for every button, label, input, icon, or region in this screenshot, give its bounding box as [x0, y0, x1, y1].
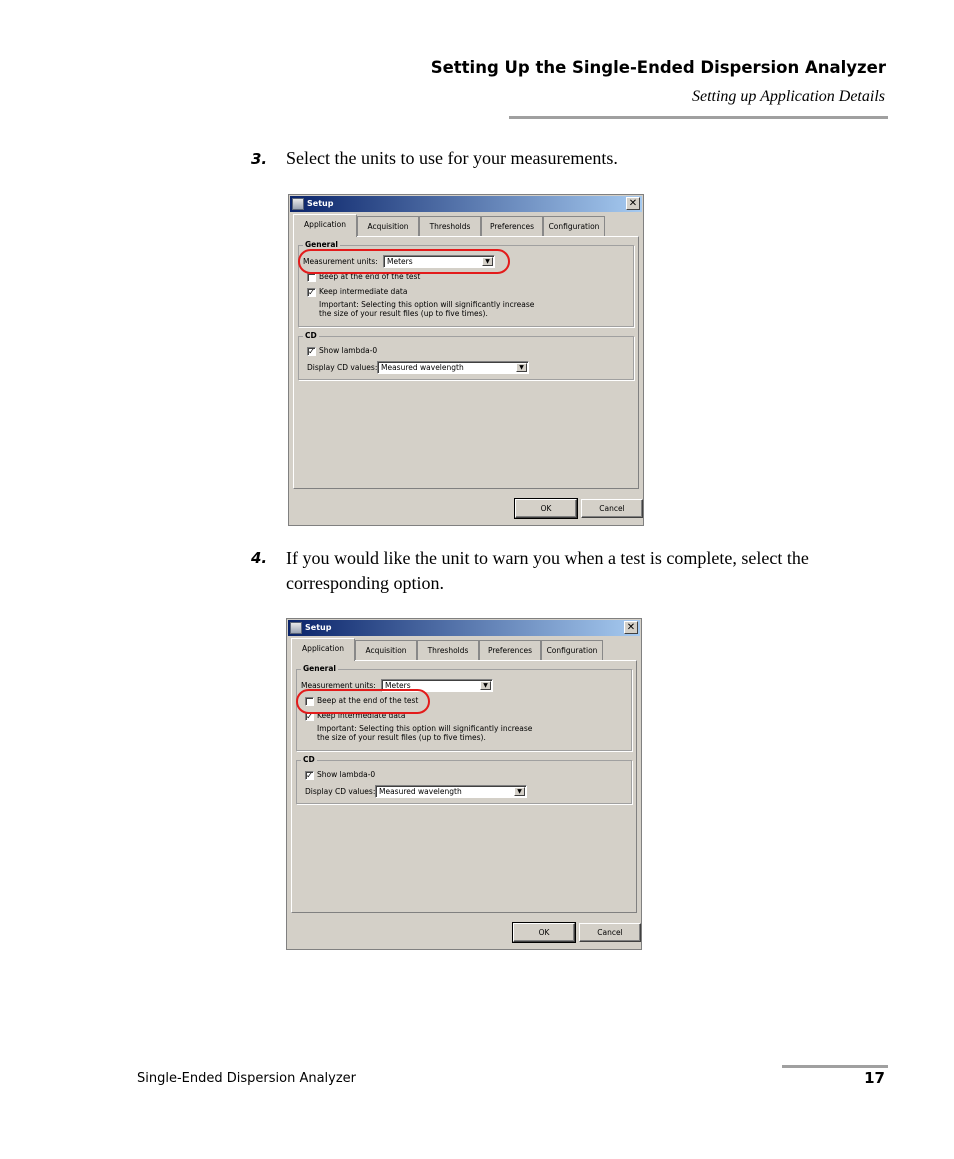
chevron-down-icon[interactable]: ▼: [516, 363, 527, 372]
cancel-button[interactable]: Cancel: [579, 923, 641, 942]
display-cd-select[interactable]: [377, 361, 529, 374]
tab-configuration[interactable]: Configuration: [543, 216, 605, 236]
important-note-line-1: Important: Selecting this option will significantly increase: [317, 724, 533, 733]
cd-group-label: CD: [305, 331, 317, 340]
cd-group-label: CD: [303, 755, 315, 764]
chevron-down-icon[interactable]: ▼: [482, 257, 493, 266]
step-3-number: 3.: [251, 150, 268, 168]
tab-application[interactable]: Application: [293, 214, 357, 237]
setup-dialog-screenshot-1: [288, 194, 644, 526]
app-icon: [290, 622, 302, 634]
display-cd-value: Measured wavelength: [381, 363, 464, 372]
setup-dialog-screenshot-2: [286, 618, 642, 950]
general-group-label: General: [305, 240, 338, 249]
display-cd-select[interactable]: [375, 785, 527, 798]
cancel-button[interactable]: Cancel: [581, 499, 643, 518]
footer-rule: [782, 1065, 888, 1068]
tab-configuration[interactable]: Configuration: [541, 640, 603, 660]
close-icon[interactable]: ✕: [624, 621, 638, 634]
cd-group: [296, 755, 632, 804]
step-4-number: 4.: [251, 549, 268, 567]
keep-data-label: Keep intermediate data: [317, 711, 406, 720]
ok-button[interactable]: OK: [513, 923, 575, 942]
dialog-title: Setup: [305, 623, 332, 632]
tab-preferences[interactable]: Preferences: [479, 640, 541, 660]
keep-data-checkbox[interactable]: ✓: [308, 288, 315, 297]
beep-label: Beep at the end of the test: [319, 272, 421, 281]
show-lambda-label: Show lambda-0: [319, 346, 378, 355]
close-icon[interactable]: ✕: [626, 197, 640, 210]
show-lambda-checkbox[interactable]: ✓: [308, 347, 315, 356]
show-lambda-checkbox[interactable]: ✓: [306, 771, 313, 780]
important-note-line-2: the size of your result files (up to five times).: [319, 309, 488, 318]
page-number: 17: [864, 1069, 885, 1087]
tab-acquisition[interactable]: Acquisition: [357, 216, 419, 236]
app-icon: [292, 198, 304, 210]
dialog-titlebar: [290, 196, 642, 212]
dialog-title: Setup: [307, 199, 334, 208]
tab-preferences[interactable]: Preferences: [481, 216, 543, 236]
step-3-text: Select the units to use for your measurements.: [286, 148, 618, 168]
chevron-down-icon[interactable]: ▼: [480, 681, 491, 690]
tab-thresholds[interactable]: Thresholds: [419, 216, 481, 236]
keep-data-label: Keep intermediate data: [319, 287, 408, 296]
beep-label: Beep at the end of the test: [317, 696, 419, 705]
measurement-units-label: Measurement units:: [303, 257, 378, 266]
display-cd-label: Display CD values:: [307, 363, 378, 372]
important-note-line-1: Important: Selecting this option will significantly increase: [319, 300, 535, 309]
general-group: [298, 240, 634, 327]
tab-panel: [293, 236, 639, 489]
important-note-line-2: the size of your result files (up to five times).: [317, 733, 486, 742]
beep-checkbox[interactable]: [305, 697, 314, 706]
general-group: [296, 664, 632, 751]
tab-thresholds[interactable]: Thresholds: [417, 640, 479, 660]
footer-manual-title: Single-Ended Dispersion Analyzer: [137, 1071, 357, 1086]
tab-acquisition[interactable]: Acquisition: [355, 640, 417, 660]
header-rule: [509, 116, 888, 119]
measurement-units-select[interactable]: [381, 679, 493, 692]
dialog-titlebar: [288, 620, 640, 636]
ok-button[interactable]: OK: [515, 499, 577, 518]
chevron-down-icon[interactable]: ▼: [514, 787, 525, 796]
measurement-units-label: Measurement units:: [301, 681, 376, 690]
beep-checkbox[interactable]: [307, 273, 316, 282]
running-header-subtitle: Setting up Application Details: [691, 88, 885, 105]
cd-group: [298, 331, 634, 380]
display-cd-value: Measured wavelength: [379, 787, 462, 796]
measurement-units-value: Meters: [385, 681, 411, 690]
display-cd-label: Display CD values:: [305, 787, 376, 796]
step-4-text: If you would like the unit to warn you when a test is complete, select the corresponding option.: [286, 548, 809, 593]
tab-panel: [291, 660, 637, 913]
show-lambda-label: Show lambda-0: [317, 770, 376, 779]
measurement-units-value: Meters: [387, 257, 413, 266]
running-header-title: Setting Up the Single-Ended Dispersion Analyzer: [430, 58, 886, 77]
tab-application[interactable]: Application: [291, 638, 355, 661]
general-group-label: General: [303, 664, 336, 673]
keep-data-checkbox[interactable]: ✓: [306, 712, 313, 721]
measurement-units-select[interactable]: [383, 255, 495, 268]
